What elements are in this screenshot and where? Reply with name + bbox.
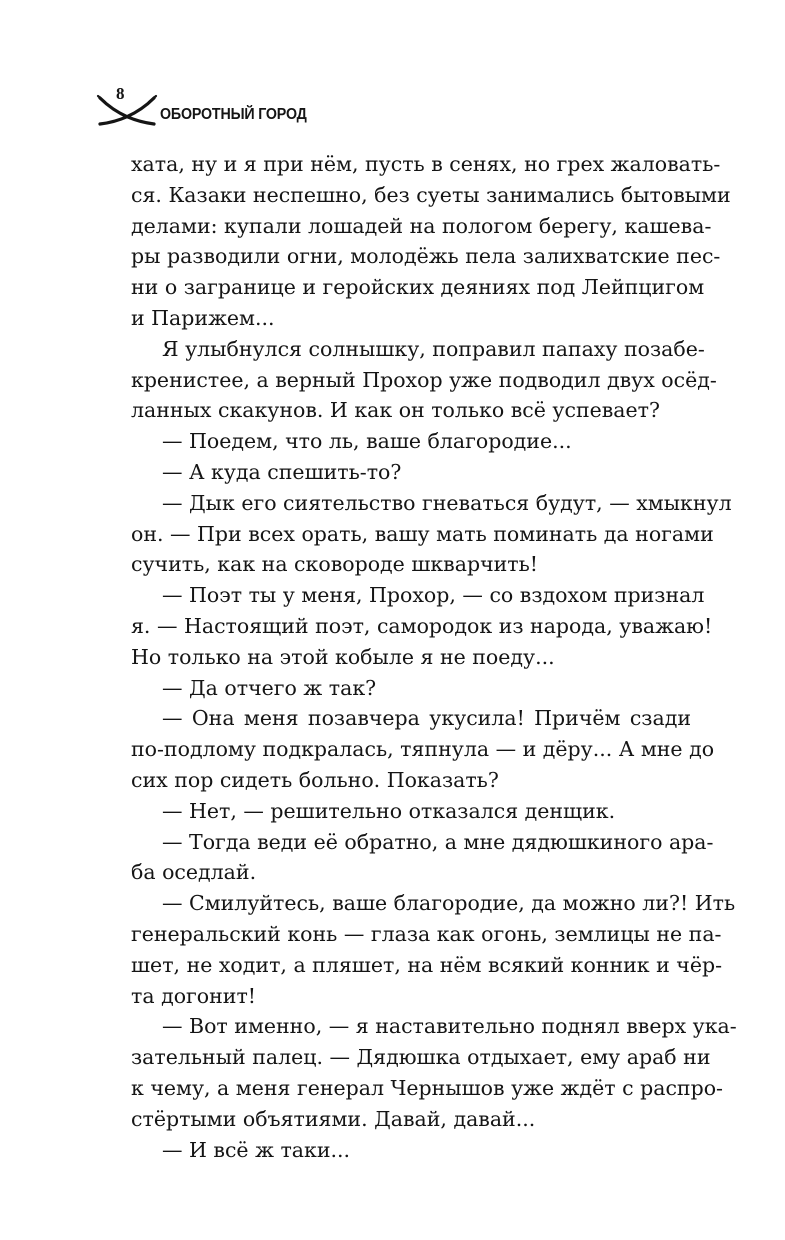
text-line: — Поэт ты у меня, Прохор, — со вздохом признал [162,583,705,608]
text-line: стёртыми объятиями. Давай, давай... [131,1106,536,1131]
text-line: зательный палец. — Дядюшка отдыхает, ему араб ни [131,1045,711,1070]
crossed-sabres-icon [96,90,158,126]
paragraph [131,1011,737,1134]
text-line: делами: купали лошадей на пологом берегу, кашева- [131,213,712,238]
text-line: — Поедем, что ль, ваше благородие... [162,429,572,454]
text-line: ся. Казаки неспешно, без суеты занимались бытовыми [131,182,731,207]
text-line: ба оседлай. [131,860,257,885]
paragraph [131,796,691,827]
paragraph [131,149,731,334]
text-line: — И всё ж таки... [162,1137,351,1162]
text-line: ланных скакунов. И как он только всё успевает? [131,398,660,423]
text-line: — Вот именно, — я наставительно поднял вверх ука- [162,1014,737,1039]
paragraph [131,426,691,457]
paragraph [131,334,717,426]
paragraph [131,827,714,889]
text-line: шет, не ходит, а пляшет, на нём всякий конник и чёр- [131,952,723,977]
text-line: хата, ну и я при нём, пусть в сенях, но грех жаловать- [131,152,721,176]
text-line: — Нет, — решительно отказался денщик. [162,798,616,823]
text-line: — Да отчего ж так? [162,675,377,700]
text-line: и Парижем... [131,305,275,330]
paragraph [131,457,691,488]
paragraph [131,888,736,1011]
text-line: генеральский конь — глаза как огонь, землицы не па- [131,921,722,946]
paragraph [131,580,713,672]
paragraph [131,488,732,580]
text-line: та догонит! [131,983,257,1008]
text-line: он. — При всех орать, вашу мать поминать да ногами [131,521,714,546]
running-title: ОБОРОТНЫЙ ГОРОД [160,106,307,123]
text-line: Я улыбнулся солнышку, поправил папаху позабе- [162,336,705,361]
text-line: — Дык его сиятельство гневаться будут, — хмыкнул [162,490,732,515]
text-line: к чему, а меня генерал Чернышов уже ждёт с распро- [131,1075,723,1100]
page-header [96,84,696,144]
paragraph [131,673,691,704]
text-line: — Смилуйтесь, ваше благородие, да можно ли?! Ить [162,891,736,916]
text-line: — Тогда веди её обратно, а мне дядюшкиного ара- [162,829,714,854]
text-line: сих пор сидеть больно. Показать? [131,767,499,792]
body-text [131,149,737,1165]
page-number: 8 [116,84,125,103]
text-line: ни о загранице и геройских деяниях под Лейпцигом [131,275,705,300]
text-line: ры разводили огни, молодёжь пела залихватские пес- [131,244,721,269]
paragraph [131,1135,691,1166]
text-line: — Она меня позавчера укусила! Причём сзади [162,706,691,731]
paragraph [131,703,715,795]
text-line: по-подлому подкралась, тяпнула — и дёру... А мне до [131,737,715,762]
text-line: кренистее, а верный Прохор уже подводил двух осёд- [131,367,717,392]
text-line: — А куда спешить-то? [162,459,402,484]
text-line: я. — Настоящий поэт, самородок из народа, уважаю! [131,613,713,638]
text-line: Но только на этой кобыле я не поеду... [131,644,555,669]
text-line: сучить, как на сковороде шкварчить! [131,552,539,577]
